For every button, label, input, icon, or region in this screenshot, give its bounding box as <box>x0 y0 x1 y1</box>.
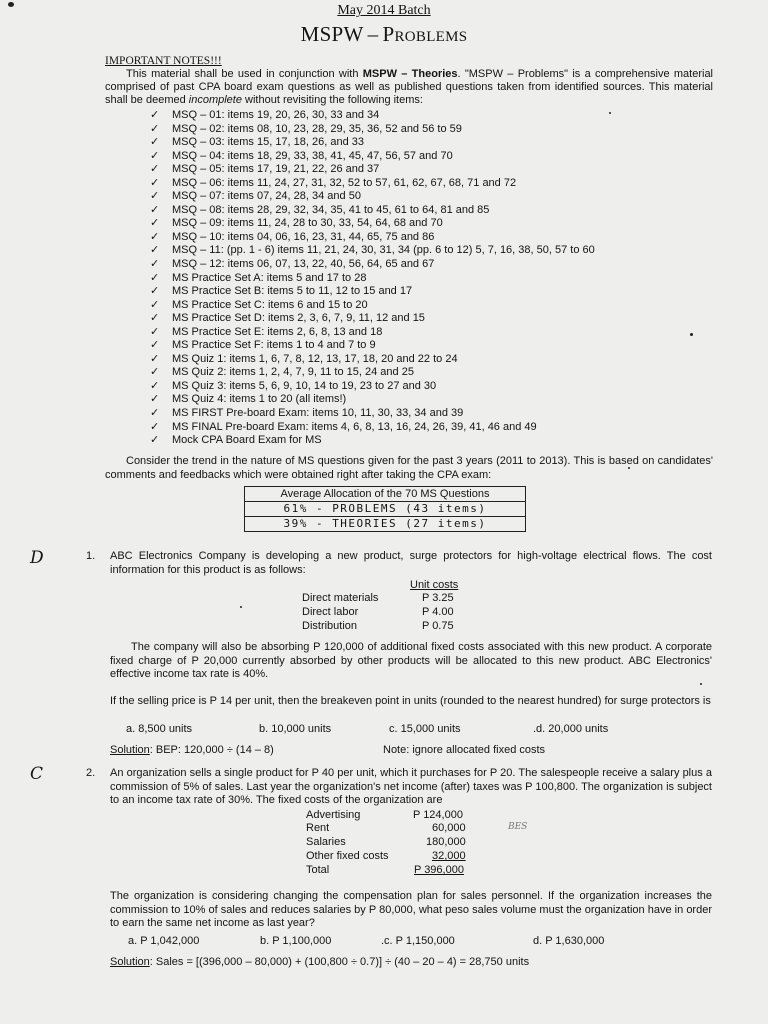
q1-intro: ABC Electronics Company is developing a new product, surge protectors for high-voltage electrical flows. The cost information for this product is as follows: <box>110 550 712 576</box>
checklist-item <box>150 272 730 286</box>
checkmark-icon: ✓ <box>150 285 160 298</box>
q1-cost-header: Unit costs <box>410 579 459 591</box>
q1-question: If the selling price is P 14 per unit, then the breakeven point in units (rounded to the nearest hundred) for surge protectors is <box>110 695 711 707</box>
checklist-item <box>150 258 730 272</box>
checklist-item-text: MS FINAL Pre-board Exam: items 4, 6, 8, 13, 16, 24, 26, 39, 41, 46 and 49 <box>172 420 537 433</box>
q2-solution-label: Solution <box>110 956 150 968</box>
checklist-item-text: MSQ – 12: items 06, 07, 13, 22, 40, 56, 64, 65 and 67 <box>172 258 435 271</box>
q2-choice-a: a. P 1,042,000 <box>128 935 200 947</box>
allocation-theories: 39% - THEORIES (27 items) <box>245 516 525 531</box>
q2-solution-text: : Sales = [(396,000 – 80,000) + (100,800 ÷ 0.7)] ÷ (40 – 20 – 4) = 28,750 units <box>149 956 530 968</box>
q2-solution <box>110 956 529 968</box>
q1-cost-value: P 3.25 <box>422 592 454 604</box>
q1-para2-text: The company will also be absorbing P 120,000 of additional fixed costs associated with this new product. A corporate fixed charge of P 20,000 currently absorbed by other products will be allocated to this new product. ABC Electronics' effective income tax rate is 40%. <box>110 641 712 680</box>
q2-choice-d: d. P 1,630,000 <box>533 935 605 947</box>
checklist-item <box>150 421 730 435</box>
checkmark-icon: ✓ <box>150 258 160 271</box>
checklist-item <box>150 204 730 218</box>
checklist-item-text: MSQ – 01: items 19, 20, 26, 30, 33 and 34 <box>172 109 380 121</box>
q2-choices <box>128 935 728 949</box>
checklist-item <box>150 109 730 123</box>
checkmark-icon: ✓ <box>150 149 160 162</box>
checklist-item <box>150 312 730 326</box>
checklist-item <box>150 434 730 448</box>
checklist-item-text: MSQ – 06: items 11, 24, 27, 31, 32, 52 to 57, 61, 62, 67, 68, 71 and 72 <box>172 176 517 189</box>
q1-choices <box>126 723 726 737</box>
title-dash: – <box>367 22 379 46</box>
checklist-item-text: Mock CPA Board Exam for MS <box>172 434 322 447</box>
checkmark-icon: ✓ <box>150 298 160 311</box>
checklist-item-text: MS Quiz 1: items 1, 6, 7, 8, 12, 13, 17, 18, 20 and 22 to 24 <box>172 352 458 365</box>
allocation-problems: 61% - PROBLEMS (43 items) <box>245 501 525 516</box>
checklist-item <box>150 299 730 313</box>
title-sub: Problems <box>382 22 468 46</box>
checkmark-icon: ✓ <box>150 379 160 392</box>
q1-number: 1. <box>86 550 96 562</box>
checklist-item <box>150 380 730 394</box>
q1-choice-d: .d. 20,000 units <box>533 723 609 735</box>
q2-intro: An organization sells a single product for P 40 per unit, which it purchases for P 20. The salespeople receive a salary plus a commission of 5% of sales. Last year the organization's net income (after) taxes was P 100,800. The organization is subject to an income tax rate of 30%. The fixed costs of the organization are <box>110 767 712 806</box>
scan-speck <box>8 2 14 7</box>
q2-cost-label: Total <box>306 864 330 876</box>
checkmark-icon: ✓ <box>150 312 160 325</box>
q1-cost-label: Distribution <box>302 620 358 632</box>
q1-note: Note: ignore allocated fixed costs <box>383 744 546 756</box>
checkmark-icon: ✓ <box>150 203 160 216</box>
q1-choice-c: c. 15,000 units <box>389 723 461 735</box>
checkmark-icon: ✓ <box>150 190 160 203</box>
checklist-item-text: MSQ – 09: items 11, 24, 28 to 30, 33, 54, 64, 68 and 70 <box>172 217 443 230</box>
checklist-item-text: MSQ – 05: items 17, 19, 21, 22, 26 and 37 <box>172 163 380 176</box>
checkmark-icon: ✓ <box>150 420 160 433</box>
q1-paragraph-2 <box>110 641 712 682</box>
q2-cost-label: Other fixed costs <box>306 850 389 862</box>
checkmark-icon: ✓ <box>150 136 160 149</box>
checklist-item-text: MS Quiz 4: items 1 to 20 (all items!) <box>172 393 347 406</box>
notes-intro <box>105 68 713 107</box>
q1-choice-a: a. 8,500 units <box>126 723 193 735</box>
checklist-item <box>150 393 730 407</box>
q2-cost-value: 60,000 <box>432 822 466 834</box>
notes-heading: IMPORTANT NOTES!!! <box>105 55 222 67</box>
q1-cost-value: P 0.75 <box>422 620 454 632</box>
checklist-item <box>150 217 730 231</box>
checklist-item <box>150 150 730 164</box>
q1-solution <box>110 744 274 756</box>
batch-label: May 2014 Batch <box>337 3 431 18</box>
q1-choice-b: b. 10,000 units <box>259 723 332 735</box>
trend-paragraph <box>105 454 713 482</box>
checklist-item-text: MSQ – 10: items 04, 06, 16, 23, 31, 44, 65, 75 and 86 <box>172 230 435 243</box>
checklist-item <box>150 326 730 340</box>
handwritten-scribble: BES <box>508 822 528 832</box>
checklist-item-text: MS FIRST Pre-board Exam: items 10, 11, 30, 33, 34 and 39 <box>172 407 464 420</box>
checklist-item-text: MSQ – 07: items 07, 24, 28, 34 and 50 <box>172 190 361 203</box>
checklist-item <box>150 123 730 137</box>
q2-choice-c: .c. P 1,150,000 <box>381 935 455 947</box>
scan-speck <box>628 467 630 469</box>
page-title <box>0 22 768 47</box>
checklist-item <box>150 177 730 191</box>
checklist-item-text: MS Practice Set B: items 5 to 11, 12 to 15 and 17 <box>172 285 413 298</box>
checkmark-icon: ✓ <box>150 434 160 447</box>
q2-number: 2. <box>86 767 96 779</box>
q2-margin-answer: C <box>30 764 44 784</box>
q2-choice-b: b. P 1,100,000 <box>260 935 332 947</box>
checkmark-icon: ✓ <box>150 393 160 406</box>
checkmark-icon: ✓ <box>150 163 160 176</box>
checklist-item <box>150 366 730 380</box>
q2-cost-value: 180,000 <box>426 836 466 848</box>
q1-cost-value: P 4.00 <box>422 606 454 618</box>
checklist-item <box>150 339 730 353</box>
checklist-item <box>150 163 730 177</box>
checklist-item-text: MSQ – 03: items 15, 17, 18, 26, and 33 <box>172 136 365 149</box>
checklist-item-text: MSQ – 02: items 08, 10, 23, 28, 29, 35, 36, 52 and 56 to 59 <box>172 122 462 135</box>
checklist-item <box>150 285 730 299</box>
checklist-item-text: MS Practice Set E: items 2, 6, 8, 13 and 18 <box>172 325 383 338</box>
q2-cost-value: 32,000 <box>432 850 466 862</box>
checkmark-icon: ✓ <box>150 339 160 352</box>
checklist-item-text: MSQ – 11: (pp. 1 - 6) items 11, 21, 24, 30, 31, 34 (pp. 6 to 12) 5, 7, 16, 38, 50, 57 to 60 <box>172 244 595 257</box>
checkmark-icon: ✓ <box>150 217 160 230</box>
checklist-item-text: MS Practice Set A: items 5 and 17 to 28 <box>172 271 367 284</box>
q1-cost-label: Direct labor <box>302 606 359 618</box>
notes-intro-text: This material shall be used in conjunction with MSPW – Theories. "MSPW – Problems" is a comprehensive material comprised of past CPA board exam questions as well as published questions taken from identified sources. This material shall be deemed incomplete without revisiting the following items: <box>105 68 714 106</box>
title-main: MSPW <box>300 22 364 46</box>
allocation-box <box>244 486 526 532</box>
checklist-item-text: MS Practice Set C: items 6 and 15 to 20 <box>172 298 368 311</box>
trend-text: Consider the trend in the nature of MS questions given for the past 3 years (2011 to 2013). This is based on candidates' comments and feedbacks which were obtained right after taking the CPA exam: <box>105 455 713 481</box>
checkmark-icon: ✓ <box>150 122 160 135</box>
checklist-item <box>150 136 730 150</box>
checklist-item-text: MS Practice Set D: items 2, 3, 6, 7, 9, 11, 12 and 15 <box>172 312 425 325</box>
q2-question: The organization is considering changing the compensation plan for sales personnel. If the organization increases the commission to 10% of sales and reduces salaries by P 80,000, what peso sales volume must the organization have in order to earn the same net income as last year? <box>110 890 712 929</box>
q2-cost-value: P 396,000 <box>414 864 464 876</box>
checklist-item <box>150 353 730 367</box>
q1-solution-text: : BEP: 120,000 ÷ (14 – 8) <box>149 744 274 756</box>
checklist-item-text: MS Quiz 3: items 5, 6, 9, 10, 14 to 19, 23 to 27 and 30 <box>172 379 437 392</box>
allocation-heading: Average Allocation of the 70 MS Questions <box>280 488 490 500</box>
checkmark-icon: ✓ <box>150 230 160 243</box>
q1-solution-label: Solution <box>110 744 150 756</box>
checklist-item-text: MSQ – 08: items 28, 29, 32, 34, 35, 41 to 45, 61 to 64, 81 and 85 <box>172 203 490 216</box>
q1-margin-answer: D <box>30 548 44 568</box>
q2-cost-value: P 124,000 <box>413 809 463 821</box>
checklist-item <box>150 231 730 245</box>
q2-cost-label: Advertising <box>306 809 361 821</box>
checkmark-icon: ✓ <box>150 244 160 257</box>
checklist-item <box>150 407 730 421</box>
scan-speck <box>700 683 702 685</box>
scan-speck <box>690 333 693 336</box>
scan-speck <box>240 606 242 608</box>
checkmark-icon: ✓ <box>150 176 160 189</box>
checkmark-icon: ✓ <box>150 407 160 420</box>
checklist-item-text: MS Practice Set F: items 1 to 4 and 7 to 9 <box>172 339 376 352</box>
q2-cost-label: Salaries <box>306 836 346 848</box>
checklist-item <box>150 244 730 258</box>
q1-cost-table <box>302 578 472 638</box>
q1-cost-label: Direct materials <box>302 592 379 604</box>
checklist-item-text: MS Quiz 2: items 1, 2, 4, 7, 9, 11 to 15, 24 and 25 <box>172 366 414 379</box>
checkmark-icon: ✓ <box>150 271 160 284</box>
scan-speck <box>609 112 611 114</box>
checkmark-icon: ✓ <box>150 352 160 365</box>
q2-cost-table <box>306 808 486 888</box>
checklist-item-text: MSQ – 04: items 18, 29, 33, 38, 41, 45, 47, 56, 57 and 70 <box>172 149 453 162</box>
checklist-item <box>150 190 730 204</box>
q2-cost-label: Rent <box>306 822 330 834</box>
checkmark-icon: ✓ <box>150 109 160 121</box>
checklist <box>150 109 730 448</box>
checkmark-icon: ✓ <box>150 366 160 379</box>
checkmark-icon: ✓ <box>150 325 160 338</box>
